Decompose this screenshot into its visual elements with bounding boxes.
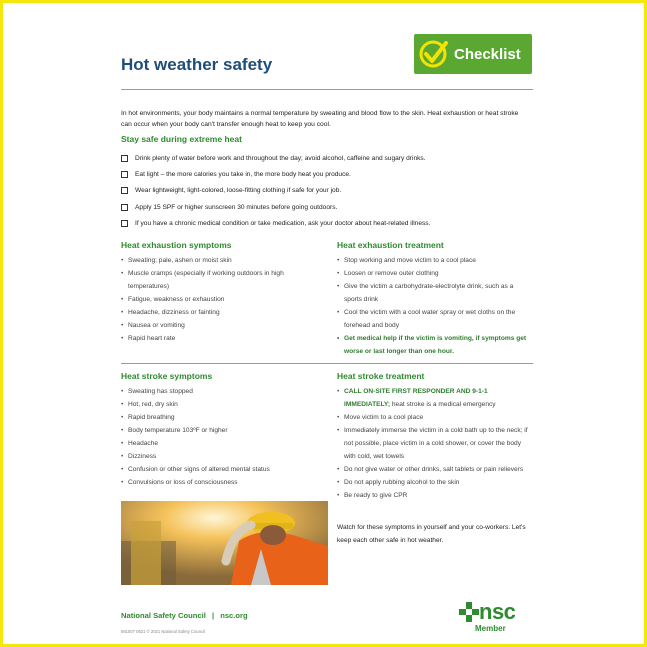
nsc-logo-text: nsc xyxy=(479,599,516,624)
watch-paragraph: Watch for these symptoms in yourself and your co-workers. Let's keep each other safe in hot weather. xyxy=(337,524,526,544)
checklist-document xyxy=(121,33,533,637)
stroke-treatment-section xyxy=(337,371,533,502)
footer-site-link[interactable]: nsc.org xyxy=(220,611,248,620)
list-item: • Stop working and move victim to a cool place xyxy=(337,254,533,267)
list-item: • CALL ON-SITE FIRST RESPONDER AND 9-1-1 IMMEDIATELY; heat stroke is a medical emergency xyxy=(337,385,533,411)
section-heading: Heat stroke treatment xyxy=(337,371,425,381)
checkmark-icon xyxy=(418,38,450,70)
checkbox[interactable] xyxy=(121,187,128,194)
page-title: Hot weather safety xyxy=(121,55,273,74)
list-item: • Confusion or other signs of altered mental status xyxy=(121,463,321,476)
checklist-item: If you have a chronic medical condition or take medication, ask your doctor about heat-related illness. xyxy=(121,216,531,232)
footer-org: National Safety Council xyxy=(121,611,206,620)
checklist-badge xyxy=(414,34,532,74)
list-item: • Be ready to give CPR xyxy=(337,489,533,502)
footer-separator: | xyxy=(211,611,215,620)
checklist-item: Drink plenty of water before work and throughout the day; avoid alcohol, caffeine and sugary drinks. xyxy=(121,150,531,166)
nsc-member-label: Member xyxy=(475,624,506,633)
checklist-item: Wear lightweight, light-colored, loose-fitting clothing if safe for your job. xyxy=(121,183,531,199)
stay-safe-checklist xyxy=(121,150,531,232)
worker-photo xyxy=(121,501,328,585)
stay-safe-heading: Stay safe during extreme heat xyxy=(121,134,242,144)
list-item: • Get medical help if the victim is vomiting, if symptoms get worse or last longer than one hour. xyxy=(337,332,533,358)
list-item: • Move victim to a cool place xyxy=(337,411,533,424)
list-item: • Sweating; pale, ashen or moist skin xyxy=(121,254,321,267)
list-item: • Nausea or vomiting xyxy=(121,319,321,332)
stroke-symptoms-section xyxy=(121,371,321,489)
list-item: • Rapid heart rate xyxy=(121,332,321,345)
list-item: • Loosen or remove outer clothing xyxy=(337,267,533,280)
nsc-member-logo xyxy=(459,599,535,635)
footer-org-line xyxy=(121,611,248,620)
section-divider xyxy=(121,363,533,364)
list-item: • Headache xyxy=(121,437,321,450)
list-item: • Rapid breathing xyxy=(121,411,321,424)
list-item: • Hot, red, dry skin xyxy=(121,398,321,411)
checkbox[interactable] xyxy=(121,155,128,162)
checklist-item: Eat light – the more calories you take in, the more body heat you produce. xyxy=(121,166,531,182)
list-item: • Dizziness xyxy=(121,450,321,463)
list-item: • Immediately immerse the victim in a cold bath up to the neck; if not possible, place victim in a cold shower, or cover the body with cold, wet towels xyxy=(337,424,533,463)
checkbox[interactable] xyxy=(121,171,128,178)
header-divider xyxy=(121,89,533,90)
list-item: • Convulsions or loss of consciousness xyxy=(121,476,321,489)
section-heading: Heat stroke symptoms xyxy=(121,371,213,381)
exhaustion-symptoms-section xyxy=(121,240,321,345)
list-item: • Headache, dizziness or fainting xyxy=(121,306,321,319)
badge-label: Checklist xyxy=(454,45,521,63)
list-item: • Sweating has stopped xyxy=(121,385,321,398)
checkbox[interactable] xyxy=(121,220,128,227)
section-heading: Heat exhaustion symptoms xyxy=(121,240,232,250)
list-item: • Fatigue, weakness or exhaustion xyxy=(121,293,321,306)
list-item: • Do not apply rubbing alcohol to the skin xyxy=(337,476,533,489)
footer-code: 681507 0621 © 2021 National Safety Council xyxy=(121,629,205,634)
intro-paragraph: In hot environments, your body maintains a normal temperature by sweating and blood flow to the skin. Heat exhaustion or heat stroke can occur when your body can't transfer enough heat to keep you cool. xyxy=(121,110,519,128)
section-heading: Heat exhaustion treatment xyxy=(337,240,444,250)
checklist-item: Apply 15 SPF or higher sunscreen 30 minutes before going outdoors. xyxy=(121,199,531,215)
exhaustion-treatment-section xyxy=(337,240,533,358)
list-item: • Cool the victim with a cool water spray or wet cloths on the forehead and body xyxy=(337,306,533,332)
nsc-cross-icon xyxy=(459,602,479,622)
list-item: • Body temperature 103ºF or higher xyxy=(121,424,321,437)
checkbox[interactable] xyxy=(121,204,128,211)
list-item: • Give the victim a carbohydrate-electrolyte drink, such as a sports drink xyxy=(337,280,533,306)
list-item: • Do not give water or other drinks, salt tablets or pain relievers xyxy=(337,463,533,476)
list-item: • Muscle cramps (especially if working outdoors in high temperatures) xyxy=(121,267,321,293)
